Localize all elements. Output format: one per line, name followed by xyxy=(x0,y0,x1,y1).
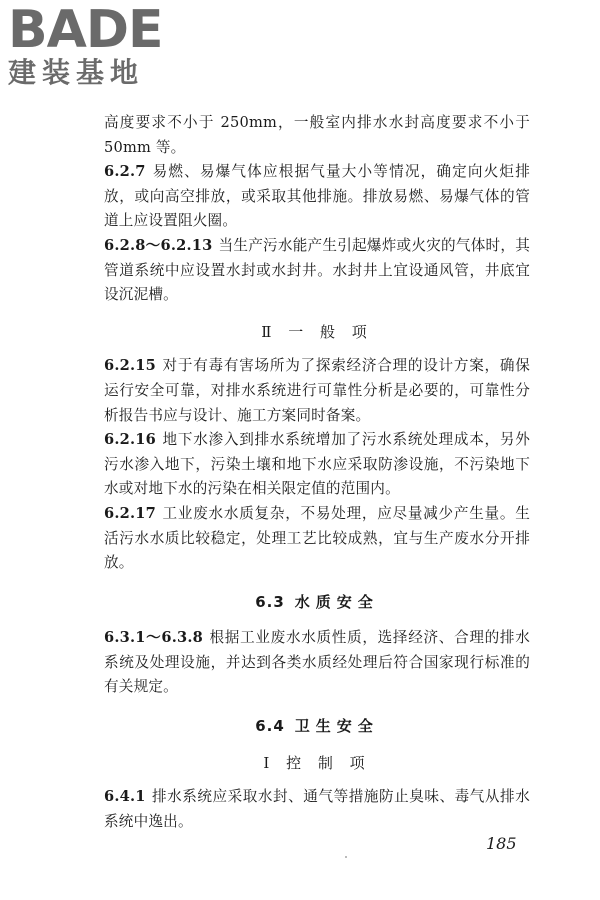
clause-number: 6.4.1 xyxy=(104,788,146,806)
clause-number: 6.2.7 xyxy=(104,163,146,181)
section-number: 6.4 xyxy=(255,717,285,736)
page-content xyxy=(104,111,530,834)
logo-subtitle: 建装基地 xyxy=(8,56,145,89)
page-number: 185 xyxy=(486,834,517,853)
clause-6-2-8 xyxy=(104,234,530,308)
section-title: 卫生安全 xyxy=(294,717,379,736)
paragraph-text: 高度要求不小于 250mm，一般室内排水水封高度要求不小于 50mm 等。 xyxy=(104,114,530,156)
clause-number: 6.3.1～6.3.8 xyxy=(104,629,204,647)
clause-6-4-1 xyxy=(104,785,530,834)
subheading-general: Ⅱ 一 般 项 xyxy=(261,322,373,341)
scan-speck xyxy=(345,856,347,858)
clause-text: 当生产污水能产生引起爆炸或火灾的气体时，其管道系统中应设置水封或水封井。水封井上宜设通风管，井底宜设沉泥槽。 xyxy=(104,236,530,304)
clause-text: 对于有毒有害场所为了探索经济合理的设计方案，确保运行安全可靠，对排水系统进行可靠性分析是必要的，可靠性分析报告书应与设计、施工方案同时备案。 xyxy=(104,357,530,424)
clause-number: 6.2.16 xyxy=(104,431,156,449)
clause-6-2-16 xyxy=(104,428,530,502)
clause-number: 6.2.17 xyxy=(104,504,156,522)
clause-text: 易燃、易爆气体应根据气量大小等情况，确定向火炬排放，或向高空排放，或采取其他排施。排放易燃、易爆气体的管道上应设置阻火圈。 xyxy=(104,163,530,230)
clause-number: 6.2.8～6.2.13 xyxy=(104,236,213,254)
clause-6-3-1 xyxy=(104,626,530,700)
section-title: 水质安全 xyxy=(294,592,379,611)
clause-6-2-7 xyxy=(104,160,530,234)
clause-text: 根据工业废水水质性质，选择经济、合理的排水系统及处理设施，并达到各类水质经处理后符合国家现行标准的有关规定。 xyxy=(104,629,531,696)
clause-6-2-15 xyxy=(104,354,530,428)
bade-logo xyxy=(0,0,200,100)
clause-text: 地下水渗入到排水系统增加了污水系统处理成本，另外污水渗入地下，污染土壤和地下水应采取防渗设施，不污染地下水或对地下水的污染在相关限定值的范围内。 xyxy=(104,431,530,498)
logo-wordmark: BADE xyxy=(8,0,163,60)
clause-text: 排水系统应采取水封、通气等措施防止臭味、毒气从排水系统中逸出。 xyxy=(104,788,530,830)
clause-number: 6.2.15 xyxy=(104,357,156,375)
paragraph-continued xyxy=(104,111,530,160)
section-heading-6-4 xyxy=(104,714,530,739)
clause-6-2-17 xyxy=(104,502,530,576)
clause-text: 工业废水水质复杂，不易处理，应尽量减少产生量。生活污水水质比较稳定，处理工艺比较成熟，宜与生产废水分开排放。 xyxy=(104,504,530,572)
section-number: 6.3 xyxy=(255,592,285,611)
subheading-control: Ⅰ 控 制 项 xyxy=(263,753,371,772)
section-heading-6-3 xyxy=(104,590,530,615)
